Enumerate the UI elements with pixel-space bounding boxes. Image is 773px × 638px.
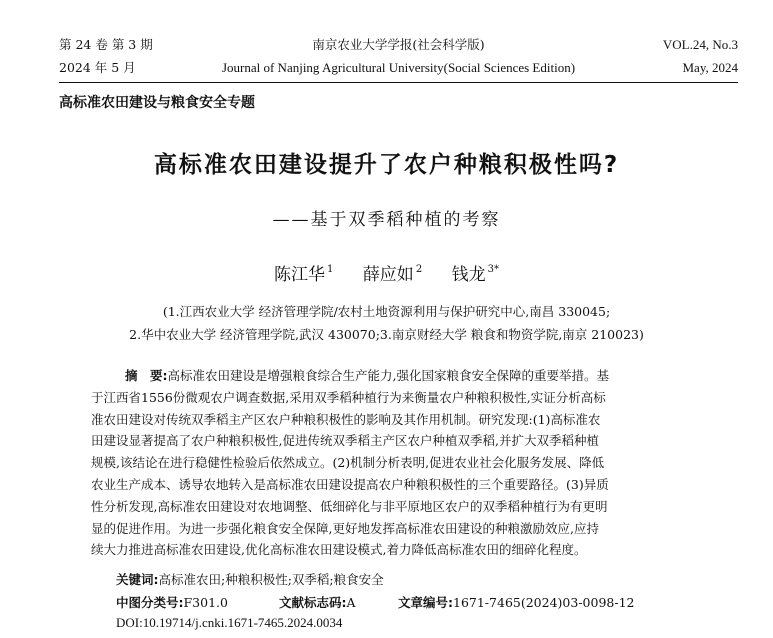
abstract-text: 高标准农田建设是增强粮食综合生产能力,强化国家粮食安全保障的重要举措。基	[167, 368, 609, 383]
abstract-label: 摘 要:	[125, 368, 168, 383]
abstract-line: 显的促进作用。为进一步强化粮食安全保障,更好地发挥高标准农田建设的种粮激励效应,应持	[91, 520, 599, 536]
abstract	[91, 365, 715, 561]
affiliation-line: 2.华中农业大学 经济管理学院,武汉 430070;3.南京财经大学 粮食和物资学院,南京 210023)	[129, 327, 644, 342]
abstract-line: 准农田建设对传统双季稻主产区农户种粮积极性的影响及其作用机制。研究发现:(1)高标准农	[91, 411, 601, 427]
abstract-line: 田建设显著提高了农户种粮积极性,促进传统双季稻主产区农户种植双季稻,并扩大双季稻种植	[91, 433, 599, 449]
author	[274, 265, 333, 285]
author-name: 陈江华	[274, 265, 326, 285]
author-affiliation-mark: 2	[415, 264, 423, 275]
clc-number	[116, 594, 228, 612]
author-affiliation-mark: 3*	[487, 264, 499, 275]
author-name: 薛应如	[362, 265, 414, 285]
keywords-text: 高标准农田;种粮积极性;双季稻;粮食安全	[158, 572, 384, 587]
author-name: 钱龙	[451, 265, 486, 285]
abstract-line	[91, 365, 715, 387]
author-list	[0, 258, 773, 287]
publication-date-en: May, 2024	[682, 60, 738, 75]
abstract-line: 农业生产成本、诱导农地转入是高标准农田建设提高农户种粮积极性的三个重要路径。(3)异质	[91, 476, 609, 492]
article-number-value: 1671-7465(2024)03-0098-12	[453, 595, 635, 610]
affiliation-line: (1.江西农业大学 经济管理学院/农村土地资源利用与保护研究中心,南昌 330045;	[162, 304, 611, 319]
abstract-line: 续大力推进高标准农田建设,优化高标准农田建设模式,着力降低高标准农田的细碎化程度。	[91, 542, 587, 558]
clc-value: F301.0	[183, 595, 228, 610]
author-affiliation-mark: 1	[327, 264, 334, 275]
section-title: 高标准农田建设与粮食安全专题	[59, 95, 255, 111]
issue-label: 第 24 卷 第 3 期	[59, 37, 153, 52]
document-code-value: A	[346, 595, 356, 610]
abstract-line: 规模,该结论在进行稳健性检验后依然成立。(2)机制分析表明,促进农业社会化服务发展、降低	[91, 455, 605, 471]
author	[452, 265, 499, 285]
document-code	[279, 594, 356, 612]
author	[363, 265, 422, 285]
journal-name-cn: 南京农业大学学报(社会科学版)	[312, 37, 485, 52]
abstract-line: 性分析发现,高标准农田建设对农地调整、低细碎化与非平原地区农户的双季稻种植行为有更明	[91, 498, 608, 514]
article-number-label: 文章编号:	[398, 595, 453, 610]
abstract-line: 于江西省1556份微观农户调查数据,采用双季稻种植行为来衡量农户种粮积极性,实证分析高标	[91, 389, 606, 405]
doi: DOI:10.19714/j.cnki.1671-7465.2024.0034	[116, 615, 343, 630]
volume-number: VOL.24, No.3	[662, 37, 738, 52]
keywords	[116, 571, 384, 589]
paper-title: 高标准农田建设提升了农户种粮积极性吗?	[153, 152, 620, 178]
publication-date-cn: 2024 年 5 月	[59, 60, 136, 75]
article-number	[398, 594, 634, 612]
keywords-label: 关键词:	[116, 572, 159, 587]
journal-name-en: Journal of Nanjing Agricultural University(Social Sciences Edition)	[221, 60, 576, 75]
paper-subtitle: ——基于双季稻种植的考察	[272, 210, 501, 230]
header-rule	[59, 82, 738, 83]
document-code-label: 文献标志码:	[279, 595, 347, 610]
clc-label: 中图分类号:	[116, 595, 184, 610]
